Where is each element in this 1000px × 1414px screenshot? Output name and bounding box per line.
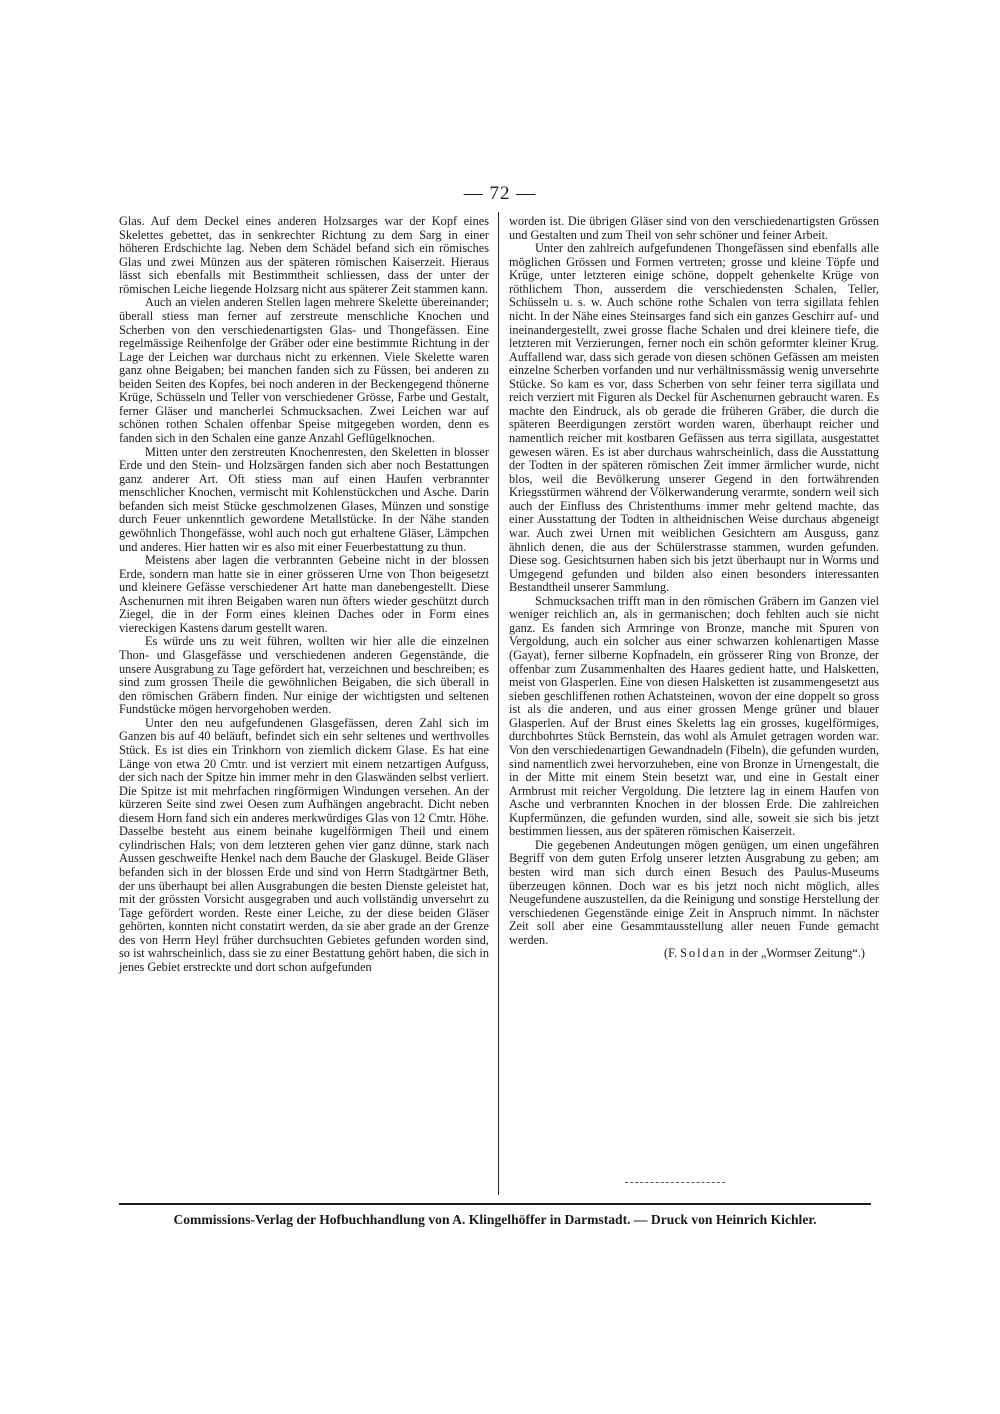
paragraph: Auch an vielen anderen Stellen lagen mehrere Skelette übereinander; überall stiess man ferner auf zerstreute menschliche Knochen und Scherben von den verschiedenartigsten Glas- und Thongefässen. Eine regelmässige Reihenfolge der Gräber oder eine bestimmte Richtung in der Lage der Leichen war durchaus nicht zu erkennen. Viele Skelette waren ganz ohne Beigaben; bei manchen fanden sich zu Füssen, bei anderen zu beiden Seiten des Kopfes, bei noch anderen in der Beckengegend thönerne Krüge, Schüsseln und Teller von verschiedener Grösse, Farbe und Gestalt, ferner Gläser und mancherlei Schmucksachen. Zwei Leichen war auf schönen rothen Schalen offenbar Speise mitgegeben worden, denn es fanden sich in den Schalen eine ganze Anzahl Geflügelknochen. xyxy=(119,295,489,445)
paragraph: worden ist. Die übrigen Gläser sind von den verschiedenartigsten Grössen und Gestalten und zum Theil von sehr schöner und feiner Arbeit. xyxy=(509,214,879,242)
signature xyxy=(509,947,879,961)
footer-rule xyxy=(119,1203,871,1205)
paragraph: Es würde uns zu weit führen, wollten wir hier alle die einzelnen Thon- und Glasgefässe und verschiedenen anderen Gegenstände, die unsere Ausgrabung zu Tage gefördert hat, verzeichnen und beschreiben; es sind zum grossen Theile die gewöhnlichen Beigaben, die sich überall in den römischen Gräbern finden. Nur einige der wichtigsten und seltenen Fundstücke mögen hervorgehoben werden. xyxy=(119,634,489,717)
signature-source: in der „Wormser Zeitung“.) xyxy=(729,946,865,961)
signature-author: Soldan xyxy=(680,946,727,961)
paragraph: Schmucksachen trifft man in den römischen Gräbern im Ganzen viel weniger reichlich an, als in germanischen; doch fehlten auch sie nicht ganz. Es fanden sich Armringe von Bronze, manche mit Spuren von Vergoldung, auch ein solcher aus einer schwarzen kohlenartigen Masse (Gayat), ferner silberne Kopfnadeln, ein grösserer Ring von Bronze, der offenbar zum Zusammenhalten des Haares gedient hatte, und Halsketten, meist von Glasperlen. Eine von diesen Halsketten ist zusammengesetzt aus sieben geschliffenen rothen Achatsteinen, wovon der eine doppelt so gross ist als die anderen, und aus einer grossen Menge grüner und blauer Glasperlen. Auf der Brust eines Skeletts lag ein grosses, kugelförmiges, durchbohrtes Stück Bernstein, das wohl als Amulet getragen worden war. Von den verschiedenartigen Gewandnadeln (Fibeln), die gefunden wurden, sind namentlich zwei hervorzuheben, eine von Bronze in Urnengestalt, die in der Mitte mit einem Stein besetzt war, und eine in Gestalt einer Armbrust mit reicher Vergoldung. Die letztere lag in einem Haufen von Asche und verbrannten Knochen in der blossen Erde. Die zahlreichen Kupfermünzen, die gefunden wurden, sind alle, soweit sie sich bis jetzt bestimmen liessen, aus der späteren römischen Kaiserzeit. xyxy=(509,593,879,839)
page-number: — 72 — xyxy=(463,183,537,204)
paragraph: Glas. Auf dem Deckel eines anderen Holzsarges war der Kopf eines Skelettes gebettet, das in senkrechter Richtung zu dem Sarg in einer höheren Erdschichte lag. Neben dem Schädel befand sich ein römisches Glas und zwei Münzen aus der späteren römischen Kaiserzeit. Hieraus lässt sich ebenfalls mit Bestimmtheit schliessen, dass der unter der römischen Leiche liegende Holzsarg nicht aus späterer Zeit stammen kann. xyxy=(119,214,489,296)
paragraph: Unter den zahlreich aufgefundenen Thongefässen sind ebenfalls alle möglichen Grössen und Formen vertreten; grosse und kleine Töpfe und Krüge, unter letzteren einige schöne, doppelt gehenkelte Krüge von röthlichem Thon, ausserdem die verschiedensten Schalen, Teller, Schüsseln u. s. w. Auch schöne rothe Schalen von terra sigillata fehlen nicht. In der Nähe eines Steinsarges fand sich ein ganzes Geschirr auf- und ineinandergestellt, zwei grosse flache Schalen und drei kleinere tiefe, die letzteren mit Verzierungen, ferner noch ein schön geformter kleiner Krug. Auffallend war, dass sich gerade von diesen schönen Gefässen am meisten einzelne Scherben vorfanden und nur verhältnissmässig wenig unversehrte Stücke. So kam es vor, dass Scherben von sehr feiner terra sigillata und reich verziert mit Figuren als Deckel für Aschenurnen gebraucht waren. Es machte den Eindruck, als ob gerade die früheren Gräber, die durch die späteren Beerdigungen zerstört worden waren, überhaupt reicher und namentlich reicher mit kostbaren Gefässen aus terra sigillata, ausgestattet gewesen wären. Es ist aber durchaus wahrscheinlich, dass die Ausstattung der Todten in der späteren römischen Zeit immer ärmlicher wurde, nicht blos, weil die Bevölkerung unserer Gegend in den fortwährenden Kriegsstürmen während der Völkerwanderung verarmte, sondern weil sich auch der Einfluss des Christenthums immer mehr geltend machte, das einer Ausstattung der Todten in altheidnischen Weise durchaus abgeneigt war. Auch zwei Urnen mit weiblichen Gesichtern am Ausguss, ganz ähnlich denen, die aus der Schülerstrasse stammen, wurden gefunden. Diese sog. Gesichtsurnen haben sich bis jetzt überhaupt nur in Worms und Umgegend gefunden und bilden also einen besonders interessanten Bestandtheil unserer Sammlung. xyxy=(509,241,879,595)
column-divider xyxy=(498,212,499,1195)
right-column xyxy=(509,215,879,961)
left-column xyxy=(119,215,489,975)
paragraph: Unter den neu aufgefundenen Glasgefässen, deren Zahl sich im Ganzen bis auf 40 beläuft, befindet sich ein sehr seltenes und werthvolles Stück. Es ist dies ein Trinkhorn von ziemlich dickem Glase. Es hat eine Länge von etwa 20 Cmtr. und ist verziert mit einem netzartigen Aufguss, der sich nach der Spitze hin immer mehr in den Glaswänden selbst verliert. Die Spitze ist mit mehrfachen ringförmigen Windungen versehen. An der kürzeren Seite sind zwei Oesen zum Aufhängen angebracht. Dicht neben diesem Horn fand sich ein anderes merkwürdiges Glas von 12 Cmtr. Höhe. Dasselbe besteht aus einem beinahe kugelförmigen Theil und einem cylindrischen Hals; von dem letzteren gehen vier ganz dünne, stark nach Aussen geschweifte Henkel nach dem Bauche der Glaskugel. Beide Gläser befanden sich in der blossen Erde und sind von Herrn Stadtgärtner Beth, der uns überhaupt bei allen Ausgrabungen die besten Dienste geleistet hat, mit der grössten Vorsicht ausgegraben und auch vollständig unversehrt zu Tage gefördert worden. Reste einer Leiche, zu der diese beiden Gläser gehörten, konnten nicht constatirt werden, da sie aber grade an der Grenze des von Herrn Heyl früher durchsuchten Gebietes gefunden worden sind, so ist wahrscheinlich, dass sie zu einer Bestattung gehört haben, die sich in jenes Gebiet erstreckte und dort schon aufgefunden xyxy=(119,715,489,974)
signature-open: (F. xyxy=(664,946,678,961)
paragraph: Mitten unter den zerstreuten Knochenresten, den Skeletten in blosser Erde und den Stein- und Holzsärgen fanden sich aber noch Bestattungen ganz anderer Art. Oft stiess man auf einen Haufen verbrannter menschlicher Knochen, vermischt mit Kohlenstückchen und Asche. Darin befanden sich meist Stücke geschmolzenen Glases, Münzen und sonstige durch Feuer unkenntlich gewordene Metallstücke. In der Nähe standen gewöhnlich Thongefässe, wohl auch noch gut erhaltene Gläser, Lämpchen und anderes. Hier hatten wir es also mit einer Feuerbestattung zu thun. xyxy=(119,444,489,554)
end-ornament xyxy=(625,1182,725,1183)
paragraph: Meistens aber lagen die verbrannten Gebeine nicht in der blossen Erde, sondern man hatte sie in einer grösseren Urne von Thon beigesetzt und kleinere Gefässe verschiedener Art hatte man danebengestellt. Diese Aschenurnen mit ihren Beigaben waren nun öfters wieder geschützt durch Ziegel, die in der Form eines kleinen Daches oder in Form eines viereckigen Kastens darum gestellt waren. xyxy=(119,553,489,635)
imprint-footer: Commissions-Verlag der Hofbuchhandlung von A. Klingelhöffer in Darmstadt. — Druck von Heinrich Kichler. xyxy=(173,1212,817,1227)
paragraph: Die gegebenen Andeutungen mögen genügen, um einen ungefähren Begriff von dem guten Erfolg unserer letzten Ausgrabung zu geben; am besten wird man sich durch einen Besuch des Paulus-Museums überzeugen können. Doch war es bis jetzt noch nicht möglich, alles Neugefundene auszustellen, da die Reinigung und sonstige Herstellung der verschiedenen Gegenstände einige Zeit in Anspruch nimmt. In nächster Zeit soll aber eine Gesammtausstellung aller neuen Funde gemacht werden. xyxy=(509,837,879,947)
